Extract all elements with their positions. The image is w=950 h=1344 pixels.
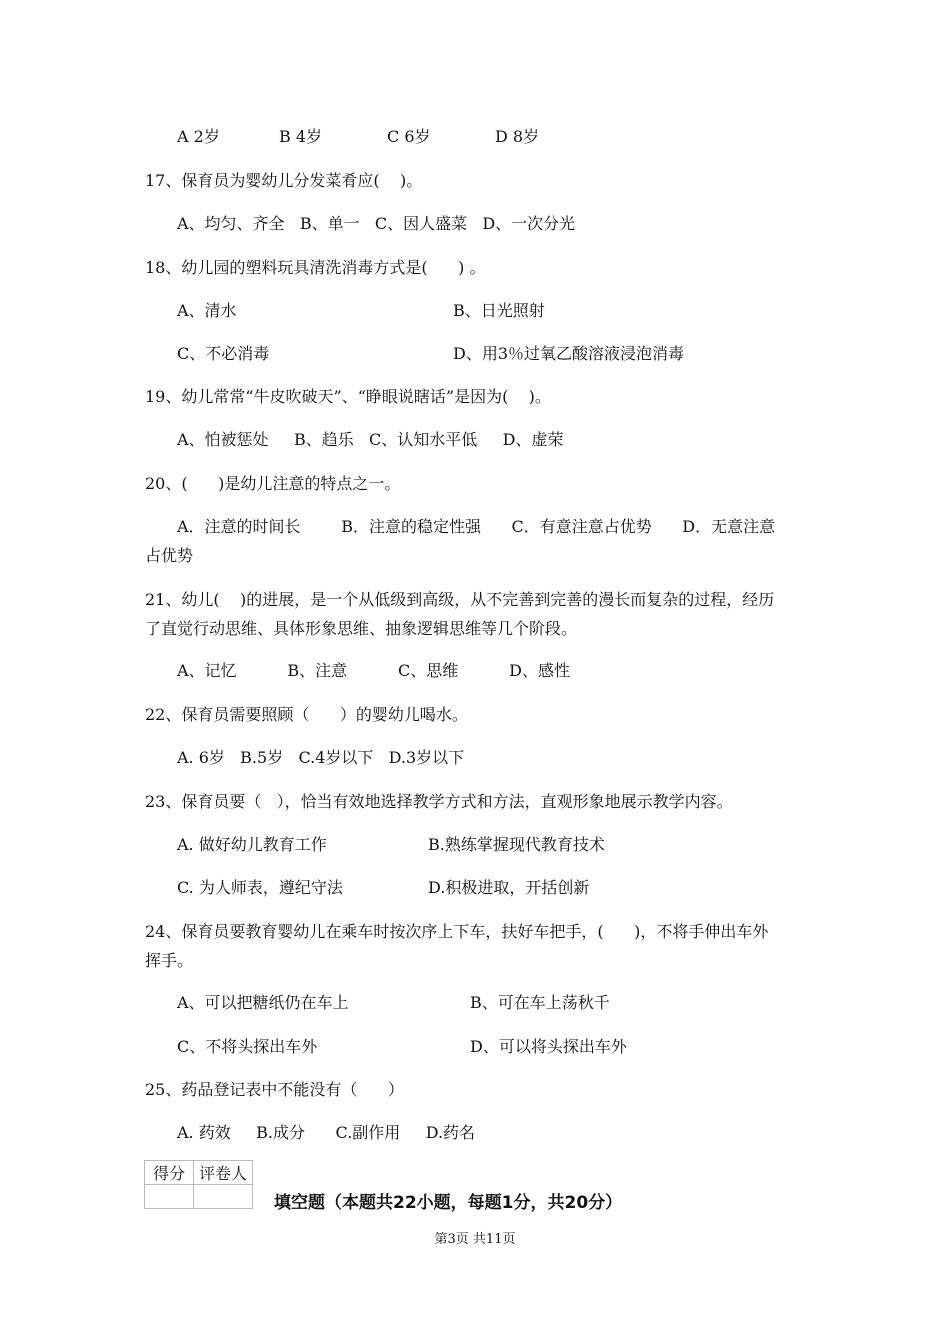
text-line: 18、幼儿园的塑料玩具清洗消毒方式是( ) 。 [145,258,486,277]
text-line: 19、幼儿常常“牛皮吹破天”、“睁眼说瞎话”是因为( )。 [145,387,551,406]
text-line: A、怕被惩处 B、趋乐 C、认知水平低 D、虚荣 [177,430,564,449]
score-table-header [145,1161,253,1185]
text-line: A．注意的时间长 B．注意的稳定性强 C．有意注意占优势 D．无意注意 [177,517,776,536]
text-line: 20、( )是幼儿注意的特点之一。 [145,474,401,493]
text-line: B 4岁 [279,127,323,146]
text-line: 占优势 [145,546,194,565]
score-header-cell: 得分 [145,1161,194,1185]
score-table-row [145,1185,253,1209]
text-line: A、记忆 B、注意 C、思维 D、感性 [177,661,570,680]
text-line: 了直觉行动思维、具体形象思维、抽象逻辑思维等几个阶段。 [145,619,578,638]
grader-header-cell: 评卷人 [194,1161,253,1185]
text-line: 23、保育员要（ ），恰当有效地选择教学方式和方法，直观形象地展示教学内容。 [145,792,733,811]
text-line: A、均匀、齐全 B、单一 C、因人盛菜 D、一次分光 [177,214,576,233]
text-line: 21、幼儿( )的进展，是一个从低级到高级，从不完善到完善的漫长而复杂的过程，经历 [145,590,775,609]
grader-cell [194,1185,253,1209]
text-line: 挥手。 [145,951,194,970]
score-table [144,1160,253,1209]
text-line: C 6岁 [387,127,431,146]
text-line: B、可在车上荡秋千 [470,993,610,1012]
text-line: 22、保育员需要照顾（ ）的婴幼儿喝水。 [145,705,468,724]
text-line: A 2岁 [177,127,220,146]
text-line: 24、保育员要教育婴幼儿在乘车时按次序上下车，扶好车把手，( )，不将手伸出车外 [145,922,769,941]
text-line: 17、保育员为婴幼儿分发菜肴应( )。 [145,171,423,190]
text-line: D、可以将头探出车外 [470,1037,627,1056]
text-line: C. 为人师表，遵纪守法 [177,878,343,897]
text-line: C、不必消毒 [177,344,270,363]
text-line: A. 6岁 B.5岁 C.4岁以下 D.3岁以下 [177,748,465,767]
page-footer: 第3页 共11页 [434,1232,516,1247]
text-line: C、不将头探出车外 [177,1037,318,1056]
text-line: D.积极进取，开括创新 [428,878,590,897]
section-title: 填空题（本题共22小题，每题1分，共20分） [274,1193,623,1213]
text-line: D 8岁 [495,127,540,146]
text-line: A、可以把糖纸仍在车上 [177,993,349,1012]
text-line: 25、药品登记表中不能没有（ ） [145,1080,404,1099]
text-line: B.熟练掌握现代教育技术 [428,835,605,854]
text-line: A、清水 [177,301,237,320]
text-line: A. 药效 B.成分 C.副作用 D.药名 [177,1123,476,1142]
text-line: A. 做好幼儿教育工作 [177,835,327,854]
text-line: D、用3％过氧乙酸溶液浸泡消毒 [453,344,685,363]
score-cell [145,1185,194,1209]
text-line: B、日光照射 [453,301,545,320]
